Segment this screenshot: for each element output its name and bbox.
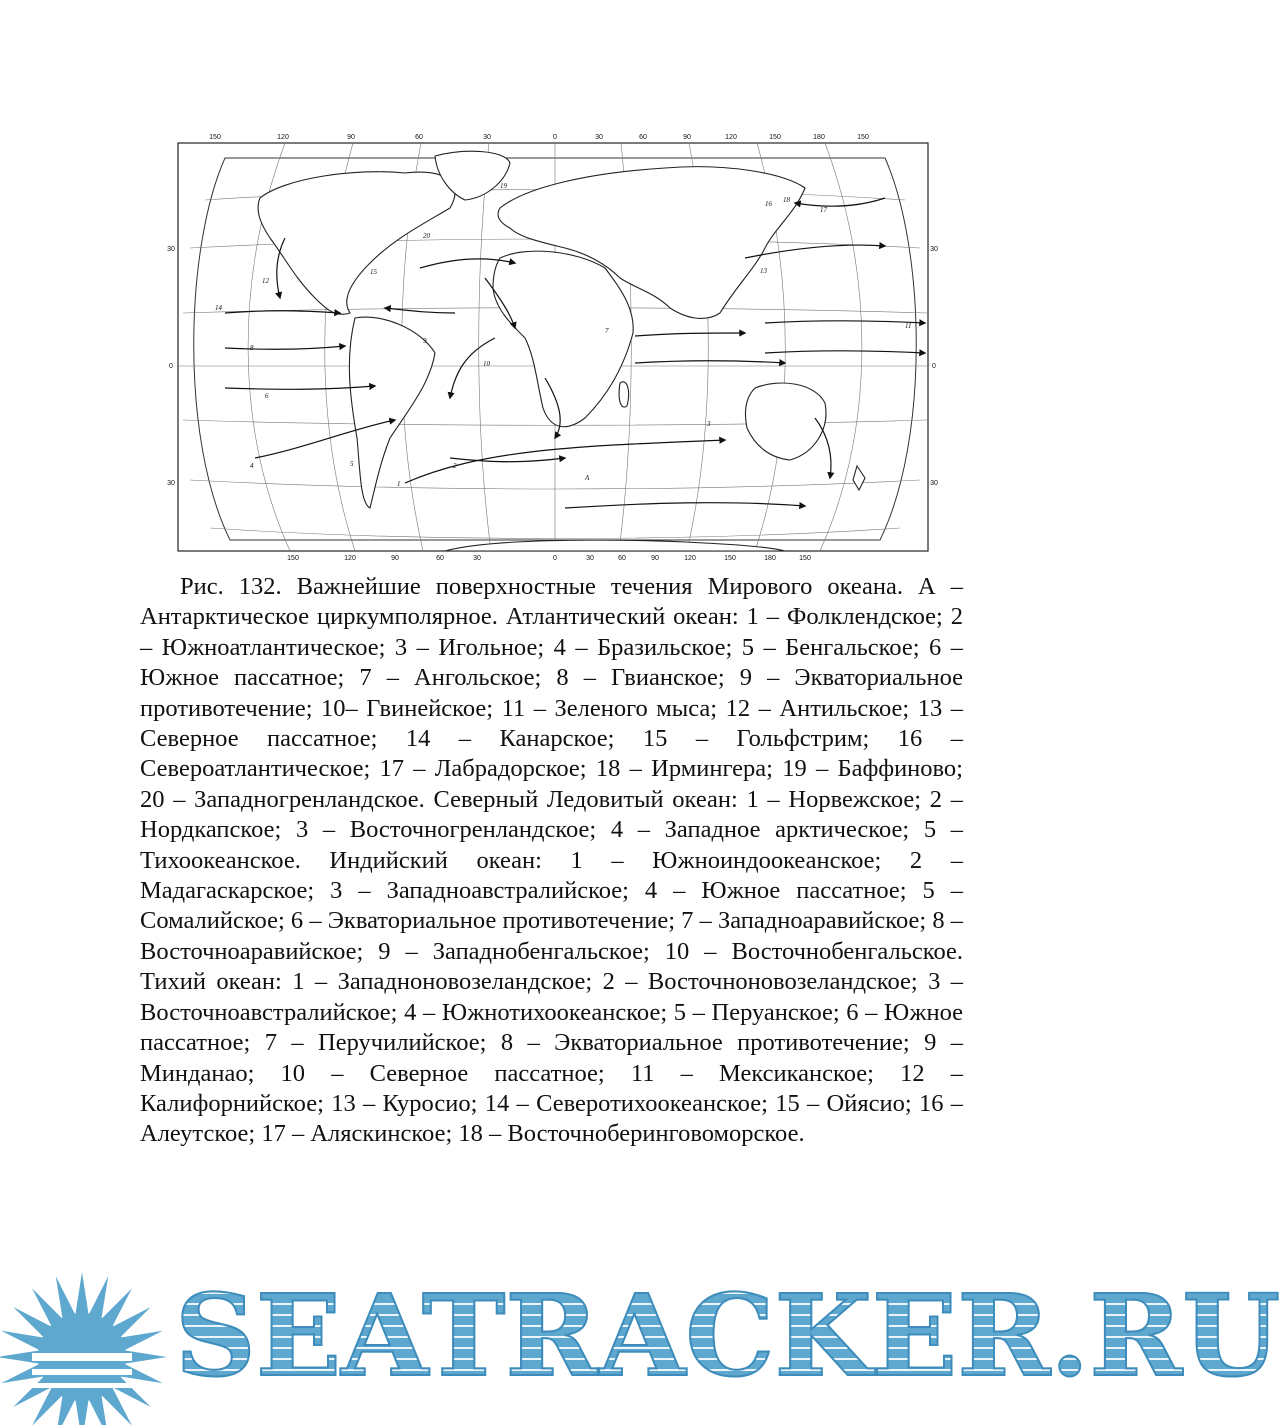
top-scale-label: 180 bbox=[813, 134, 825, 141]
current-label: 16 bbox=[765, 200, 772, 208]
bottom-scale-label: 60 bbox=[436, 555, 444, 562]
current-label: 10 bbox=[483, 360, 490, 368]
bottom-scale-label: 90 bbox=[391, 555, 399, 562]
current-label: 7 bbox=[605, 327, 609, 335]
top-scale-label: 150 bbox=[209, 134, 221, 141]
top-scale-label: 120 bbox=[725, 134, 737, 141]
left-scale-label: 0 bbox=[169, 363, 173, 370]
current-label: 8 bbox=[250, 344, 254, 352]
current-label: 6 bbox=[265, 392, 269, 400]
bottom-scale-label: 180 bbox=[764, 555, 776, 562]
right-scale-label: 30 bbox=[930, 480, 938, 487]
bottom-scale-label: 150 bbox=[799, 555, 811, 562]
top-scale-label: 120 bbox=[277, 134, 289, 141]
figure-caption bbox=[140, 572, 963, 1150]
current-label: 12 bbox=[262, 277, 269, 285]
current-label: 11 bbox=[905, 322, 912, 330]
current-label: 14 bbox=[215, 304, 222, 312]
sun-burst-icon bbox=[0, 1272, 167, 1425]
logo-wordmark: SEATRACKER.RU bbox=[175, 1271, 1280, 1402]
bottom-scale-label: 120 bbox=[344, 555, 356, 562]
top-scale-label: 60 bbox=[639, 134, 647, 141]
bottom-scale-label: 30 bbox=[586, 555, 594, 562]
caption-text: Рис. 132. Важнейшие поверхностные течения Мирового океана. А – Антарктическое циркумполярное. Атлантический океан: 1 – Фолклендское; 2 – Южноатлантическое; 3 – Игольное; 4 – Бразильское; 5 – Бенгальское; 6 – Южное пассатное; 7 – Ангольское; 8 – Гвианское; 9 – Экваториальное противотечение; 10– Гвинейское; 11 – Зеленого мыса; 12 – Антильское; 13 – Северное пассатное; 14 – Канарское; 15 – Гольфстрим; 16 – Североатлантическое; 17 – Лабрадорское; 18 – Ирмингера; 19 – Баффиново; 20 – Западногренландское. Северный Ледовитый океан: 1 – Норвежское; 2 – Нордкапское; 3 – Восточногренландское; 4 – Западное арктическое; 5 – Тихоокеанское. Индийский океан: 1 – Южноиндоокеанское; 2 – Мадагаскарское; 3 – Западноавстралийское; 4 – Южное пассатное; 5 – Сомалийское; 6 – Экваториальное противотечение; 7 – Западноаравийское; 8 – Восточноаравийское; 9 – Западнобенгальское; 10 – Восточнобенгальское. Тихий океан: 1 – Западноновозеландское; 2 – Восточноновозеландское; 3 – Восточноавстралийское; 4 – Южнотихоокеанское; 5 – Перуанское; 6 – Южное пассатное; 7 – Перучилийское; 8 – Экваториальное противотечение; 9 – Минданао; 10 – Северное пассатное; 11 – Мексиканское; 12 – Калифорнийское; 13 – Куросио; 14 – Северотихоокеанское; 15 – Ойясио; 16 – Алеутское; 17 – Аляскинское; 18 – Восточноберинговоморское. bbox=[140, 573, 963, 1148]
left-scale-label: 30 bbox=[167, 480, 175, 487]
current-label: 2 bbox=[453, 462, 457, 470]
current-label: 13 bbox=[760, 267, 767, 275]
current-label: 17 bbox=[820, 206, 827, 214]
current-label: 19 bbox=[500, 182, 507, 190]
right-scale-label: 30 bbox=[930, 246, 938, 253]
top-scale-label: 150 bbox=[857, 134, 869, 141]
top-scale-label: 150 bbox=[769, 134, 781, 141]
top-scale-label: 90 bbox=[683, 134, 691, 141]
current-label: A bbox=[585, 474, 590, 482]
top-scale-label: 30 bbox=[483, 134, 491, 141]
bottom-scale-label: 60 bbox=[618, 555, 626, 562]
top-scale-label: 30 bbox=[595, 134, 603, 141]
bottom-scale-label: 90 bbox=[651, 555, 659, 562]
top-scale-label: 0 bbox=[553, 134, 557, 141]
current-label: 1 bbox=[397, 480, 401, 488]
top-scale-label: 90 bbox=[347, 134, 355, 141]
current-label: 18 bbox=[783, 196, 790, 204]
bottom-scale-label: 0 bbox=[553, 555, 557, 562]
current-label: 15 bbox=[370, 268, 377, 276]
current-label: 9 bbox=[423, 337, 427, 345]
bottom-scale-label: 150 bbox=[724, 555, 736, 562]
left-scale-label: 30 bbox=[167, 246, 175, 253]
top-scale-label: 60 bbox=[415, 134, 423, 141]
current-label: 3 bbox=[707, 420, 711, 428]
bottom-scale-label: 30 bbox=[473, 555, 481, 562]
current-label: 20 bbox=[423, 232, 430, 240]
world-ocean-currents-map bbox=[165, 128, 945, 562]
right-scale-label: 0 bbox=[932, 363, 936, 370]
current-label: 4 bbox=[250, 462, 254, 470]
current-label: 5 bbox=[350, 460, 354, 468]
bottom-scale-label: 120 bbox=[684, 555, 696, 562]
bottom-scale-label: 150 bbox=[287, 555, 299, 562]
